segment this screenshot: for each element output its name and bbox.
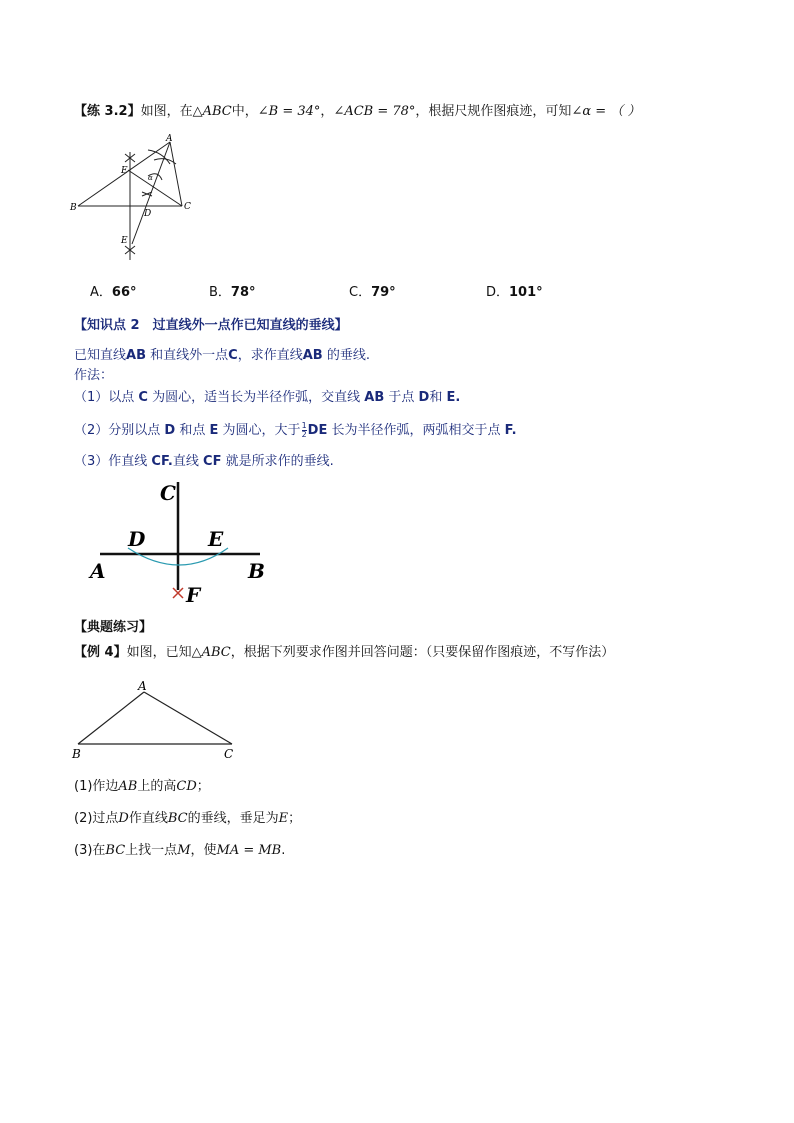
q2-e: E xyxy=(278,811,289,826)
q2-bc: BC xyxy=(167,811,188,826)
label-e: E xyxy=(208,527,224,551)
q3-m: M xyxy=(177,843,191,858)
option-d[interactable] xyxy=(486,281,543,300)
label-b: B xyxy=(248,559,265,583)
angle-alpha: ∠α = （ ） xyxy=(571,104,641,119)
step2-and: 和点 xyxy=(179,423,206,438)
step2-f: F. xyxy=(504,423,517,438)
q3-text-c: ，使 xyxy=(190,843,217,858)
step2-text-c: 长为半径作弧，两弧相交于点 xyxy=(331,423,501,438)
step1-and: 和 xyxy=(429,390,443,405)
exercise-tag: 练 3.2 xyxy=(87,104,128,119)
question-text-3: ，根据尺规作图痕迹，可知 xyxy=(415,104,572,119)
step1-ab: AB xyxy=(364,390,385,405)
step1-text-d: 于点 xyxy=(388,390,415,405)
q2-d: D xyxy=(118,811,129,826)
exercise-3-2-question xyxy=(74,104,640,120)
step2-d: D xyxy=(164,423,176,438)
option-b-value: 78° xyxy=(230,285,256,300)
step-2 xyxy=(74,422,517,439)
label-a: A xyxy=(166,134,173,144)
q3-text-a: (3)在 xyxy=(74,843,106,858)
step2-de: DE xyxy=(307,423,328,438)
angle-b: ∠B = 34° xyxy=(257,104,321,119)
intro-text-e: 的垂线. xyxy=(326,348,370,363)
label-a: A xyxy=(138,679,147,693)
comma: ， xyxy=(320,104,334,119)
step1-e: E. xyxy=(446,390,461,405)
label-d: D xyxy=(144,209,152,219)
option-c-value: 79° xyxy=(371,285,396,300)
step3-text-c: 就是所求作的垂线. xyxy=(225,454,334,469)
option-c[interactable] xyxy=(349,281,396,300)
ex4-text-2: ，根据下列要求作图并回答问题：（只要保留作图痕迹，不写作法） xyxy=(230,645,615,660)
step3-cf-1: CF. xyxy=(151,454,173,469)
intro-ab-2: AB xyxy=(302,348,323,363)
knowledge-intro xyxy=(74,348,370,364)
option-d-value: 101° xyxy=(509,285,543,300)
question-2 xyxy=(74,811,301,827)
step2-text-b: 为圆心，大于 xyxy=(222,423,301,438)
intro-ab-1: AB xyxy=(126,348,146,363)
question-text-1: 如图，在 xyxy=(140,104,193,119)
q3-text-d: . xyxy=(281,843,286,858)
ex4-triangle: △ABC xyxy=(191,645,231,660)
label-alpha: α xyxy=(148,174,153,182)
label-c: C xyxy=(160,481,176,505)
question-text-2: 中， xyxy=(231,104,258,119)
intro-text-a: 已知直线 xyxy=(74,348,127,363)
perpendicular-construction-figure xyxy=(88,478,278,608)
bracket-open: 【 xyxy=(74,104,88,119)
q1-cd: CD xyxy=(176,779,197,794)
option-b-letter: B． xyxy=(209,285,231,300)
option-b[interactable] xyxy=(209,281,256,300)
step-1 xyxy=(74,390,460,406)
q2-text-c: 的垂线，垂足为 xyxy=(187,811,279,826)
step1-c: C xyxy=(138,390,148,405)
triangle-construction-figure xyxy=(66,132,196,268)
segment-ec xyxy=(128,170,182,206)
step1-d: D xyxy=(418,390,430,405)
step3-cf-2: CF xyxy=(203,454,222,469)
q1-text-b: 上的高 xyxy=(137,779,177,794)
q3-bc: BC xyxy=(105,843,126,858)
option-a[interactable] xyxy=(90,281,137,300)
option-a-letter: A． xyxy=(90,285,112,300)
triangle-abc: △ABC xyxy=(192,104,232,119)
method-label: 作法： xyxy=(74,368,114,383)
intro-text-d: ，求作直线 xyxy=(237,348,303,363)
question-3 xyxy=(74,843,285,859)
triangle-abc-figure xyxy=(66,676,246,762)
side-ac xyxy=(170,142,182,206)
q2-text-a: (2)过点 xyxy=(74,811,119,826)
q1-text-a: (1)作边 xyxy=(74,779,119,794)
q1-text-c: ； xyxy=(196,779,210,794)
fraction-one-half: $\frac{1}{2}$ xyxy=(301,421,307,439)
option-c-letter: C． xyxy=(349,285,372,300)
ex4-text-1: 如图，已知 xyxy=(126,645,192,660)
label-d: D xyxy=(128,527,146,551)
q2-text-d: ； xyxy=(288,811,302,826)
label-e-bottom: E xyxy=(121,236,128,246)
label-b: B xyxy=(70,203,77,213)
step3-text-a: （3）作直线 xyxy=(74,454,148,469)
q3-text-b: 上找一点 xyxy=(125,843,178,858)
label-c: C xyxy=(224,747,234,761)
example-4-tag: 【例 4】 xyxy=(74,645,127,660)
intro-c: C xyxy=(228,348,238,363)
label-b: B xyxy=(72,747,81,761)
step1-text-a: （1）以点 xyxy=(74,390,135,405)
label-c: C xyxy=(184,202,191,212)
arc-1 xyxy=(154,159,176,164)
knowledge-point-title: 【知识点 2 过直线外一点作已知直线的垂线】 xyxy=(74,318,348,333)
angle-acb: ∠ACB = 78° xyxy=(333,104,416,119)
option-d-letter: D． xyxy=(486,285,510,300)
option-a-value: 66° xyxy=(111,285,137,300)
practice-title: 【典题练习】 xyxy=(74,620,153,635)
question-1 xyxy=(74,779,210,795)
label-f: F xyxy=(186,583,201,607)
step2-text-a: （2）分别以点 xyxy=(74,423,161,438)
side-ac xyxy=(144,692,232,744)
step2-e: E xyxy=(209,423,219,438)
side-ab xyxy=(78,692,144,744)
q3-equation: MA = MB xyxy=(216,843,282,858)
intro-text-b: 和直线外一点 xyxy=(150,348,229,363)
q1-ab: AB xyxy=(118,779,138,794)
step3-text-b: 直线 xyxy=(172,454,199,469)
step-3 xyxy=(74,454,334,470)
label-a: A xyxy=(90,559,106,583)
bracket-close: 】 xyxy=(127,104,141,119)
step1-text-b: 为圆心，适当长为半径作弧，交直线 xyxy=(152,390,361,405)
q2-text-b: 作直线 xyxy=(128,811,168,826)
example-4-question xyxy=(74,645,614,661)
label-e-top: E xyxy=(121,166,128,176)
